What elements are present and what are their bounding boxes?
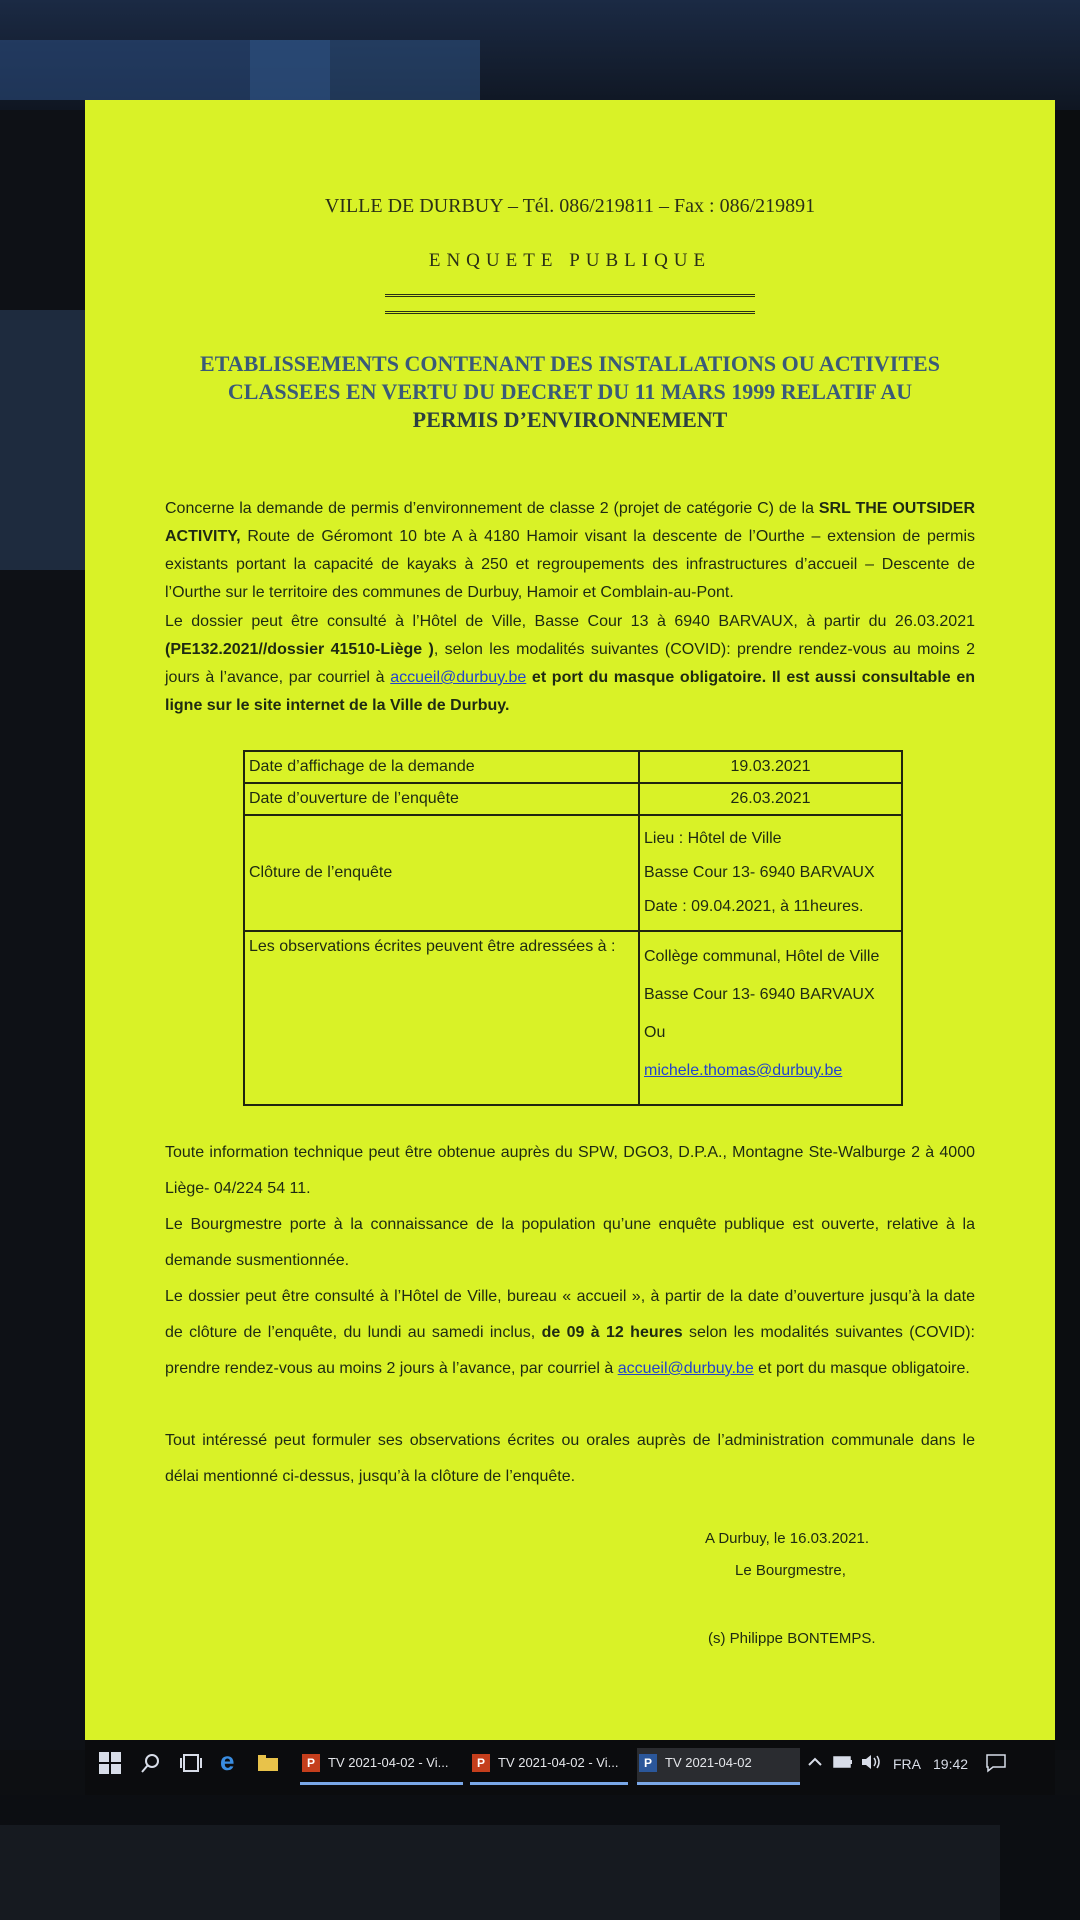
powerpoint-icon: P bbox=[302, 1754, 320, 1772]
search-icon[interactable] bbox=[140, 1752, 162, 1782]
title-line: PERMIS D’ENVIRONNEMENT bbox=[412, 407, 728, 432]
taskbar-app-label: TV 2021-04-02 - Vi... bbox=[498, 1755, 619, 1770]
cell-line: Basse Cour 13- 6940 BARVAUX bbox=[644, 986, 875, 1003]
title-line: CLASSEES EN VERTU DU DECRET DU 11 MARS 1999 RELATIF AU bbox=[227, 379, 913, 404]
volume-icon[interactable] bbox=[860, 1753, 882, 1783]
taskbar-app-2[interactable] bbox=[470, 1748, 628, 1785]
chevron-up-icon[interactable] bbox=[807, 1754, 823, 1784]
notifications-icon[interactable] bbox=[985, 1753, 1007, 1783]
powerpoint-icon: P bbox=[472, 1754, 490, 1772]
table-row bbox=[244, 931, 902, 1105]
start-button[interactable] bbox=[99, 1752, 121, 1782]
cell-line: Collège communal, Hôtel de Ville bbox=[644, 948, 880, 965]
email-link[interactable]: accueil@durbuy.be bbox=[390, 669, 527, 686]
edge-browser-icon[interactable]: e bbox=[220, 1746, 235, 1776]
text: Route de Géromont 10 bte A à 4180 Hamoir visant la descente de l’Ourthe – extension de permis existants portant la capacité de kayaks à 250 et regroupements des infrastructures d’accueil – Descente de l’Ourthe sur le territoire des communes de Durbuy, Hamoir et Comblain-au-Pont. bbox=[165, 528, 975, 601]
email-link[interactable]: michele.thomas@durbuy.be bbox=[644, 1062, 843, 1079]
document-title bbox=[165, 350, 975, 434]
clock[interactable]: 19:42 bbox=[933, 1756, 969, 1772]
table-cell-label: Clôture de l’enquête bbox=[244, 815, 639, 931]
table-cell-value bbox=[639, 815, 902, 931]
text: selon les modalités suivantes (COVID): prendre rendez-vous au moins 2 jours à l’avance, par courriel à bbox=[165, 1324, 975, 1377]
monitor-top-bezel bbox=[0, 0, 1080, 110]
table-cell-value: 19.03.2021 bbox=[639, 751, 902, 783]
table-row bbox=[244, 751, 902, 783]
paragraph-observations: Tout intéressé peut formuler ses observations écrites ou orales auprès de l’administration communale dans le délai mentionné ci-dessus, jusqu’à la clôture de l’enquête. bbox=[165, 1432, 975, 1485]
text: Le dossier peut être consulté à l’Hôtel de Ville, Basse Cour 13 à 6940 BARVAUX, à partir du 26.03.2021 bbox=[165, 613, 975, 630]
text: et port du masque obligatoire. bbox=[753, 1360, 970, 1377]
file-explorer-icon[interactable] bbox=[257, 1752, 279, 1782]
table-row bbox=[244, 815, 902, 931]
company-name: SRL THE OUTSIDER ACTIVITY, bbox=[165, 500, 975, 545]
table-row bbox=[244, 783, 902, 815]
presentation-icon: P bbox=[639, 1754, 657, 1772]
taskbar-app-3[interactable] bbox=[637, 1748, 800, 1785]
paragraph-consultation bbox=[165, 1279, 975, 1387]
language-indicator[interactable]: FRA bbox=[893, 1756, 921, 1772]
table-cell-value bbox=[639, 931, 902, 1105]
title-line: ETABLISSEMENTS CONTENANT DES INSTALLATIONS OU ACTIVITES bbox=[200, 351, 940, 376]
table-cell-label: Date d’ouverture de l’enquête bbox=[244, 783, 639, 815]
taskbar bbox=[85, 1740, 1055, 1795]
opening-hours: de 09 à 12 heures bbox=[541, 1324, 683, 1341]
monitor-left-bezel bbox=[0, 110, 85, 1750]
signature-role: Le Bourgmestre, bbox=[735, 1562, 846, 1579]
cell-line: Basse Cour 13- 6940 BARVAUX bbox=[644, 864, 875, 881]
paragraph-dossier bbox=[165, 608, 975, 720]
cell-line: Lieu : Hôtel de Ville bbox=[644, 830, 782, 847]
text: Concerne la demande de permis d’environnement de classe 2 (projet de catégorie C) de la bbox=[165, 500, 819, 517]
text: Le dossier peut être consulté à l’Hôtel de Ville, bureau « accueil », à partir de la date d’ouverture jusqu’à la date de clôture de l’enquête, du lundi au samedi inclus, bbox=[165, 1288, 975, 1341]
table-cell-label: Date d’affichage de la demande bbox=[244, 751, 639, 783]
desk-area bbox=[0, 1795, 1080, 1920]
battery-icon[interactable] bbox=[833, 1755, 853, 1785]
document-header: VILLE DE DURBUY – Tél. 086/219811 – Fax : 086/219891 bbox=[324, 195, 816, 217]
screen bbox=[85, 100, 1055, 1745]
paragraph-announcement: Le Bourgmestre porte à la connaissance de la population qu’une enquête publique est ouverte, relative à la demande susmentionnée. bbox=[165, 1216, 975, 1269]
double-rule-divider bbox=[385, 294, 755, 314]
task-view-icon[interactable] bbox=[180, 1752, 202, 1782]
taskbar-app-label: TV 2021-04-02 bbox=[665, 1755, 752, 1770]
taskbar-app-label: TV 2021-04-02 - Vi... bbox=[328, 1755, 449, 1770]
text: , selon les modalités suivantes (COVID): prendre rendez-vous au moins 2 jours à l’avance, par courriel à bbox=[165, 641, 976, 686]
table-cell-value: 26.03.2021 bbox=[639, 783, 902, 815]
text: et port du masque obligatoire. Il est aussi consultable en ligne sur le site internet de la Ville de Durbuy. bbox=[165, 669, 975, 714]
signature-name: (s) Philippe BONTEMPS. bbox=[708, 1630, 876, 1647]
dates-table bbox=[243, 750, 903, 1106]
email-link[interactable]: accueil@durbuy.be bbox=[617, 1360, 754, 1377]
cell-line: Ou bbox=[644, 1024, 666, 1041]
dossier-reference: (PE132.2021//dossier 41510-Liège ) bbox=[165, 641, 434, 658]
table-cell-label: Les observations écrites peuvent être adressées à : bbox=[244, 931, 639, 1105]
cell-line: Date : 09.04.2021, à 11heures. bbox=[644, 898, 864, 915]
taskbar-app-1[interactable] bbox=[300, 1748, 463, 1785]
window-reflection bbox=[250, 40, 480, 100]
document-viewer[interactable] bbox=[85, 100, 1055, 1745]
paragraph-technical-info: Toute information technique peut être obtenue auprès du SPW, DGO3, D.P.A., Montagne Ste-Walburge 2 à 4000 Liège- 04/224 54 11. bbox=[165, 1144, 975, 1197]
document-subtitle: ENQUETE PUBLIQUE bbox=[428, 250, 712, 271]
window-reflection bbox=[0, 310, 85, 570]
desk-surface bbox=[0, 1825, 1000, 1920]
paragraph-concerne bbox=[165, 495, 975, 607]
signature-place-date: A Durbuy, le 16.03.2021. bbox=[705, 1530, 870, 1547]
